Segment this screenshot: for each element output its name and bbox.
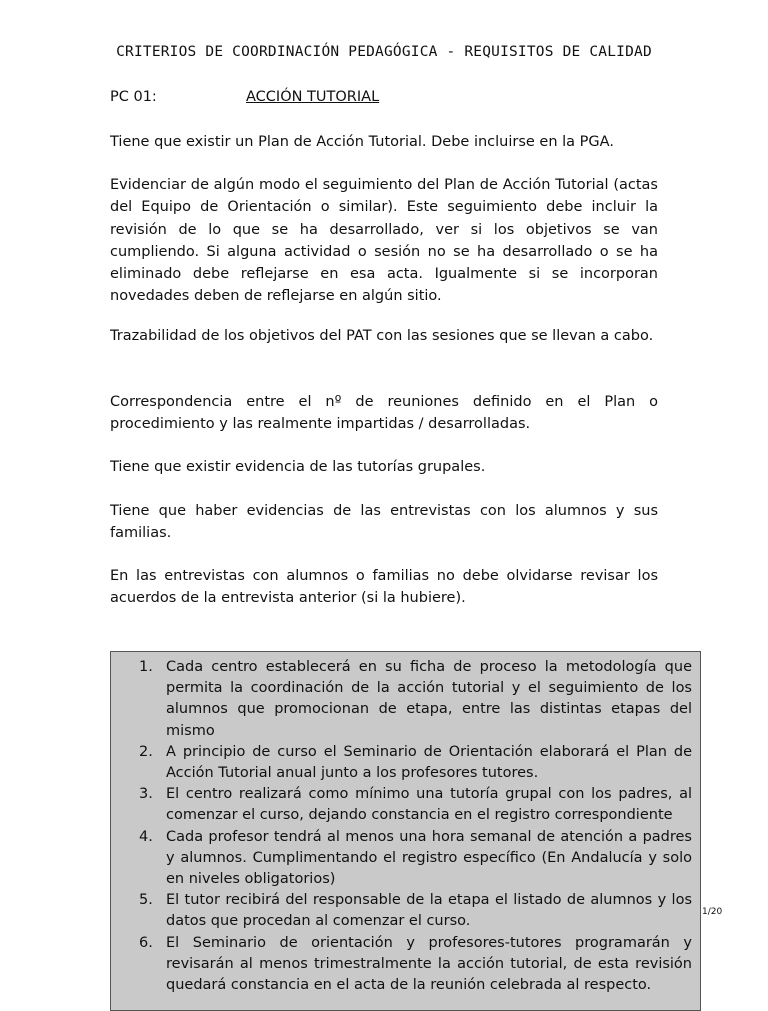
list-item: 4. Cada profesor tendrá al menos una hora semanal de atención a padres y alumnos. Cumplimentando el registro específico (En Andalucía y solo en niveles obligatorios) xyxy=(139,828,692,888)
paragraph-interviews: Tiene que haber evidencias de las entrevistas con los alumnos y sus familias. xyxy=(110,503,658,542)
list-item: 3. El centro realizará como mínimo una tutoría grupal con los padres, al comenzar el curso, dejando constancia en el registro correspondiente xyxy=(139,786,692,824)
requirements-box xyxy=(110,651,701,1011)
paragraph-correspondence: Correspondencia entre el nº de reuniones definido en el Plan o procedimiento y las realmente impartidas / desarrolladas. xyxy=(110,394,658,433)
paragraph-plan-exists: Tiene que existir un Plan de Acción Tutorial. Debe incluirse en la PGA. xyxy=(110,134,614,150)
list-item: 6. El Seminario de orientación y profesores-tutores programarán y revisarán al menos trimestralmente la acción tutorial, de esta revisión quedará constancia en el acta de la reunión celebrada al respecto. xyxy=(139,934,692,994)
paragraph-group-tutoring: Tiene que existir evidencia de las tutorías grupales. xyxy=(110,459,486,475)
list-item: 1. Cada centro establecerá en su ficha de proceso la metodología que permita la coordinación de la acción tutorial y el seguimiento de los alumnos que promocionan de etapa, entre las distintas etapas del mismo xyxy=(139,659,692,739)
paragraph-previous-agreements: En las entrevistas con alumnos o familias no debe olvidarse revisar los acuerdos de la entrevista anterior (si la hubiere). xyxy=(110,568,658,607)
page-number: 1/20 xyxy=(702,907,723,917)
list-item: 2. A principio de curso el Seminario de Orientación elaborará el Plan de Acción Tutorial anual junto a los profesores tutores. xyxy=(139,743,692,782)
section-title: ACCIÓN TUTORIAL xyxy=(246,89,380,105)
list-item: 5. El tutor recibirá del responsable de la etapa el listado de alumnos y los datos que procedan al comenzar el curso. xyxy=(139,892,692,930)
paragraph-traceability: Trazabilidad de los objetivos del PAT con las sesiones que se llevan a cabo. xyxy=(110,328,654,344)
paragraph-follow-up: Evidenciar de algún modo el seguimiento del Plan de Acción Tutorial (actas del Equipo de Orientación o similar). Este seguimiento debe incluir la revisión de lo que se ha desarrollado, ver si los objetivos se van cumpliendo. Si alguna actividad o sesión no se ha desarrollado o se ha eliminado debe reflejarse en esa acta. Igualmente si se incorporan novedades deben de reflejarse en algún sitio. xyxy=(110,177,658,305)
requirements-list xyxy=(111,657,700,996)
section-code: PC 01: xyxy=(110,89,157,105)
document-header: CRITERIOS DE COORDINACIÓN PEDAGÓGICA - REQUISITOS DE CALIDAD xyxy=(116,44,652,60)
section-heading xyxy=(110,89,379,105)
